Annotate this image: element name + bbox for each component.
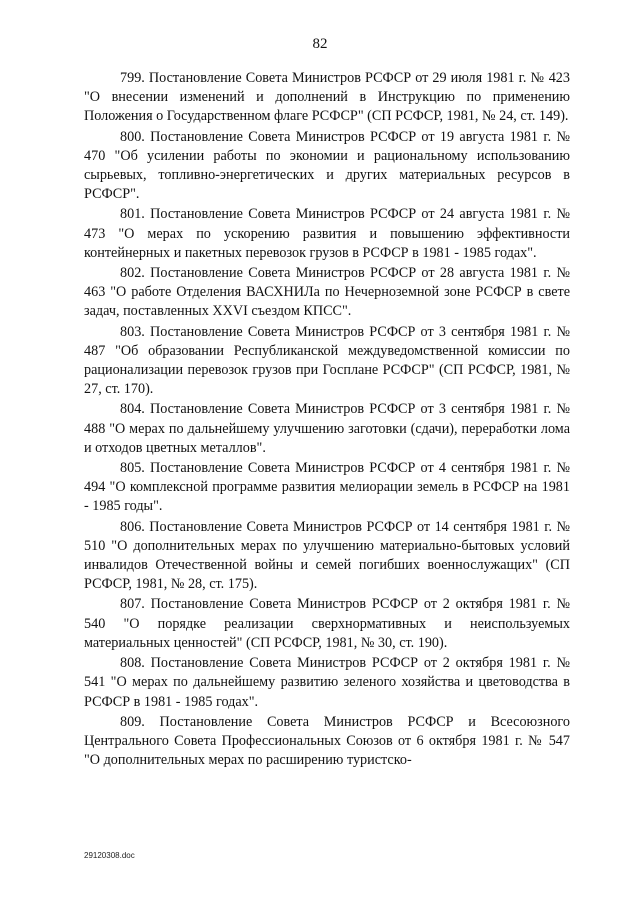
entry-806: 806. Постановление Совета Министров РСФСР от 14 сентября 1981 г. № 510 "О дополнительных мерах по улучшению материально-бытовых условий инвалидов Отечественной войны и семей погибших военнослужащих" (СП РСФСР, 1981, № 28, ст. 175). (84, 518, 570, 593)
page-number: 82 (312, 36, 328, 52)
entry-808: 808. Постановление Совета Министров РСФСР от 2 октября 1981 г. № 541 "О мерах по дальнейшему развитию зеленого хозяйства и цветоводства в РСФСР в 1981 - 1985 годах". (84, 655, 570, 710)
entry-804: 804. Постановление Совета Министров РСФСР от 3 сентября 1981 г. № 488 "О мерах по дальнейшему улучшению заготовки (сдачи), переработки лома и отходов цветных металлов". (84, 401, 570, 456)
entry-801: 801. Постановление Совета Министров РСФСР от 24 августа 1981 г. № 473 "О мерах по ускорению развития и повышению эффективности контейнерных и пакетных перевозок грузов в РСФСР в 1981 - 1985 годах". (84, 206, 570, 261)
entry-809: 809. Постановление Совета Министров РСФСР и Всесоюзного Центрального Совета Профессиональных Союзов от 6 октября 1981 г. № 547 "О дополнительных мерах по расширению туристско- (84, 713, 570, 769)
entries-list (84, 69, 570, 771)
footer-filename: 29120308.doc (84, 851, 135, 860)
entry-802: 802. Постановление Совета Министров РСФСР от 28 августа 1981 г. № 463 "О работе Отделения ВАСХНИЛа по Нечерноземной зоне РСФСР в свете задач, поставленных XXVI съездом КПСС". (84, 265, 570, 320)
entry-805: 805. Постановление Совета Министров РСФСР от 4 сентября 1981 г. № 494 "О комплексной программе развития мелиорации земель в РСФСР на 1981 - 1985 годы". (84, 460, 570, 515)
entry-803: 803. Постановление Совета Министров РСФСР от 3 сентября 1981 г. № 487 "Об образовании Республиканской междуведомственной комиссии по рационализации перевозок грузов при Госплане РСФСР" (СП РСФСР, 1981, № 27, ст. 170). (84, 323, 570, 398)
entry-800: 800. Постановление Совета Министров РСФСР от 19 августа 1981 г. № 470 "Об усилении работы по экономии и рациональному использованию сырьевых, топливно-энергетических и других материальных ресурсов в РСФСР". (84, 128, 570, 203)
entry-799: 799. Постановление Совета Министров РСФСР от 29 июля 1981 г. № 423 "О внесении изменений и дополнений в Инструкцию по применению Положения о Государственном флаге РСФСР" (СП РСФСР, 1981, № 24, ст. 149). (84, 70, 570, 125)
entry-807: 807. Постановление Совета Министров РСФСР от 2 октября 1981 г. № 540 "О порядке реализации сверхнормативных и неиспользуемых материальных ценностей" (СП РСФСР, 1981, № 30, ст. 190). (84, 596, 570, 651)
